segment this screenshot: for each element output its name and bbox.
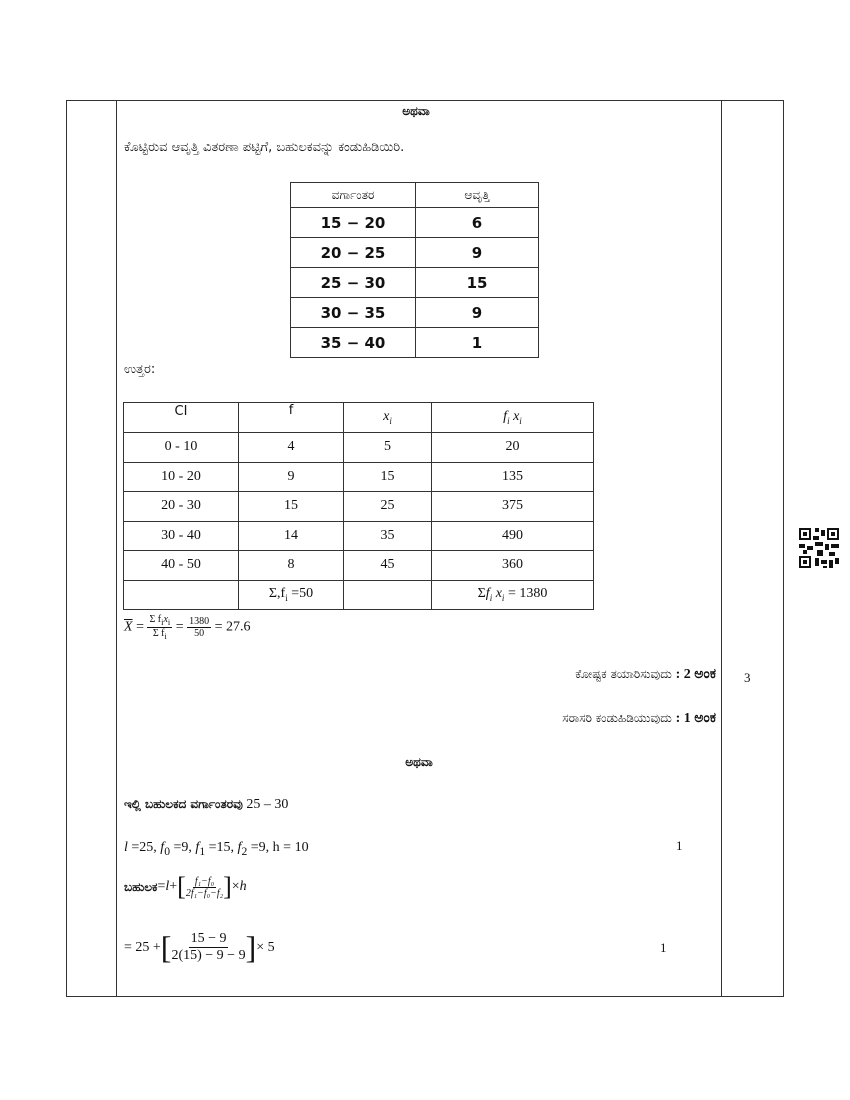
sum-row: [124, 580, 594, 610]
table-row: [124, 433, 594, 463]
frequency-cell: 6: [416, 208, 539, 238]
f-cell: 15: [239, 492, 344, 522]
class-interval-cell: 20 − 25: [291, 238, 416, 268]
x-cell: 35: [344, 521, 432, 551]
total-marks: 3: [744, 670, 751, 685]
f-cell: 9: [239, 462, 344, 492]
f-cell: 14: [239, 521, 344, 551]
frequency-cell: 9: [416, 238, 539, 268]
heading-or-2: ಅಥವಾ: [405, 755, 433, 769]
f-cell: 8: [239, 551, 344, 581]
heading-or-1: ಅಥವಾ: [402, 104, 430, 118]
fx-cell: 20: [432, 433, 594, 463]
table-row: [291, 268, 539, 298]
ci-cell: 0 - 10: [124, 433, 239, 463]
table-header-row: [124, 403, 594, 433]
x-cell: 15: [344, 462, 432, 492]
class-interval-cell: 25 − 30: [291, 268, 416, 298]
parameters-line: l =25, $f_0 =9$, $f_1 =15$, $f_2 =9$, h = 10: [124, 840, 309, 858]
table-row: [124, 521, 594, 551]
answer-label: ಉತ್ತರ:: [124, 362, 156, 377]
mean-formula: $\overline{X}$ = $\frac{\Sigma f_ix_i}{\Sigma f_i}$ = $\frac{1380}{50}$ = 27.6: [124, 614, 251, 641]
mark-1a: 1: [676, 838, 683, 853]
x-cell: 25: [344, 492, 432, 522]
table-row: [124, 462, 594, 492]
class-interval-cell: 15 − 20: [291, 208, 416, 238]
table-row: [124, 492, 594, 522]
header-f: f: [239, 403, 344, 433]
empty-cell: [344, 580, 432, 610]
frequency-cell: 9: [416, 298, 539, 328]
ci-cell: 20 - 30: [124, 492, 239, 522]
header-xi: $x_i$: [344, 403, 432, 433]
substitution-formula: = 25 + [ $\frac{15 - 9}{2(15) - 9 - 9}$ ] × 5: [124, 929, 275, 965]
frequency-table: [290, 182, 539, 358]
fx-cell: 135: [432, 462, 594, 492]
qr-code-icon: [799, 528, 839, 568]
ci-cell: 40 - 50: [124, 551, 239, 581]
mode-formula: ಬಹುಲಕ = l + [ $\frac{\text{f₁−f₀}}{\text{2f₁−f₀−f₂}}$ ] × h: [124, 872, 247, 901]
table-row: [124, 551, 594, 581]
x-cell: 5: [344, 433, 432, 463]
table-row: [291, 208, 539, 238]
empty-cell: [124, 580, 239, 610]
fx-cell: 360: [432, 551, 594, 581]
column-divider-right: [721, 100, 722, 997]
header-fixi: $f_i$ $x_i$: [432, 403, 594, 433]
f-cell: 4: [239, 433, 344, 463]
marks-mean: ಸರಾಸರಿ ಕಂಡುಹಿಡಿಯುವುದು : 1 ಅಂಕ: [562, 711, 716, 726]
sum-fx-cell: $\Sigma f_i$ $x_i = 1380$: [432, 580, 594, 610]
fx-cell: 375: [432, 492, 594, 522]
sum-f-cell: $\Sigma,f_i =50$: [239, 580, 344, 610]
header-class-interval: ವರ್ಗಾಂತರ: [291, 183, 416, 208]
table-row: [291, 238, 539, 268]
header-frequency: ಆವೃತ್ತಿ: [416, 183, 539, 208]
ci-cell: 30 - 40: [124, 521, 239, 551]
fx-cell: 490: [432, 521, 594, 551]
calculation-table: [123, 402, 594, 610]
header-ci: CI: [124, 403, 239, 433]
marks-table: ಕೋಷ್ಟಕ ತಯಾರಿಸುವುದು : 2 ಅಂಕ: [575, 667, 716, 682]
class-interval-cell: 30 − 35: [291, 298, 416, 328]
frequency-cell: 1: [416, 328, 539, 358]
table-row: [291, 328, 539, 358]
modal-class-line: ಇಲ್ಲಿ ಬಹುಲಕದ ವರ್ಗಾಂತರವು 25 – 30: [124, 797, 289, 812]
mark-1b: 1: [660, 940, 667, 955]
table-row: [291, 298, 539, 328]
x-cell: 45: [344, 551, 432, 581]
class-interval-cell: 35 − 40: [291, 328, 416, 358]
question-text: ಕೊಟ್ಟಿರುವ ಆವೃತ್ತಿ ವಿತರಣಾ ಪಟ್ಟಿಗೆ, ಬಹುಲಕವನ್ನು ಕಂಡುಹಿಡಿಯಿರಿ.: [124, 140, 405, 155]
ci-cell: 10 - 20: [124, 462, 239, 492]
frequency-cell: 15: [416, 268, 539, 298]
column-divider-left: [116, 100, 117, 997]
